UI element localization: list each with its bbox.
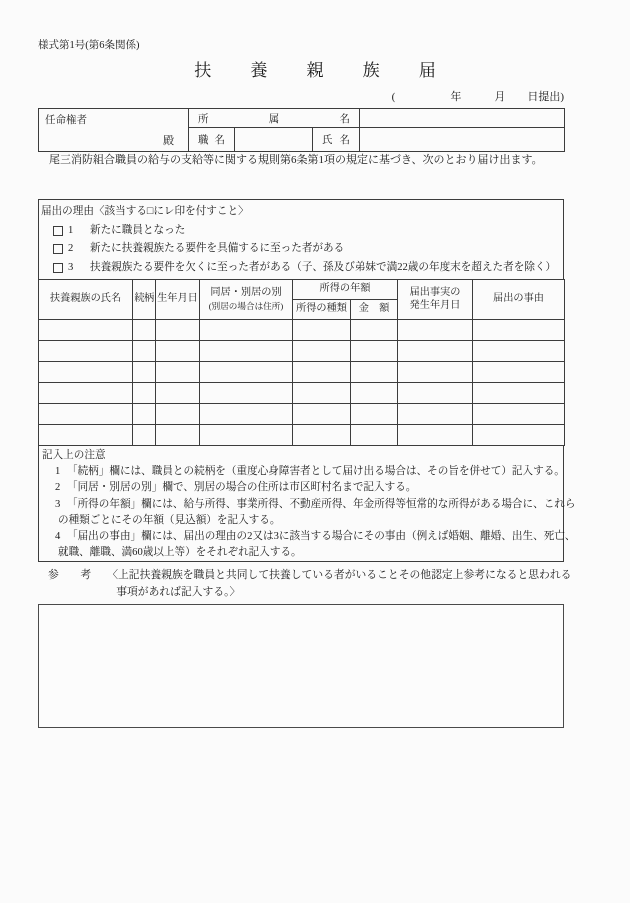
note-text: 就職、離職、満60歳以上等）をそれぞれ記入する。 (58, 547, 302, 559)
name-label-cell (313, 128, 360, 152)
affiliation-label-cell (189, 109, 360, 128)
position-value-cell[interactable] (235, 128, 313, 152)
dependent-cell[interactable] (133, 320, 156, 341)
dependent-cell[interactable] (293, 320, 351, 341)
dependent-cell[interactable] (200, 341, 293, 362)
affiliation-label-char: 所 (198, 113, 209, 125)
dependent-cell[interactable] (293, 425, 351, 446)
dependent-cell[interactable] (156, 383, 200, 404)
dependent-cell[interactable] (473, 362, 565, 383)
dependent-cell[interactable] (293, 383, 351, 404)
affiliation-value-cell[interactable] (360, 109, 565, 128)
dependent-cell[interactable] (133, 425, 156, 446)
reference-line-2: 事項があれば記入する。〉 (116, 585, 241, 598)
col-header-living-status (200, 280, 293, 320)
dependent-cell[interactable] (156, 320, 200, 341)
position-label-char: 職 (198, 135, 209, 146)
dependent-row-2 (39, 341, 565, 362)
dependent-cell[interactable] (133, 404, 156, 425)
dependent-cell[interactable] (293, 404, 351, 425)
dependent-cell[interactable] (398, 425, 473, 446)
authority-table (38, 108, 565, 152)
reason-2-label: 新たに扶養親族たる要件を具備するに至った者がある (90, 243, 345, 254)
dependent-cell[interactable] (398, 404, 473, 425)
reason-3-checkbox[interactable] (53, 263, 63, 273)
notes-section (38, 446, 576, 562)
dependent-cell[interactable] (293, 362, 351, 383)
dependent-cell[interactable] (473, 425, 565, 446)
dependent-cell[interactable] (39, 362, 133, 383)
dependent-cell[interactable] (200, 425, 293, 446)
col-header-relationship: 続柄 (133, 280, 156, 320)
note-line-4-continued (39, 545, 563, 561)
reason-item-1 (39, 222, 563, 241)
reason-item-3 (39, 259, 563, 278)
reason-3-number: 3 (68, 261, 74, 273)
affiliation-label-char: 属 (268, 113, 280, 125)
dependent-row-1 (39, 320, 565, 341)
col-header-notification-reason: 届出の事由 (473, 280, 565, 320)
note-text: 「届出の事由」欄には、届出の理由の2又は3に該当する場合にその事由（例えば婚姻、離婚、出生、死亡、 (67, 531, 576, 543)
dependent-cell[interactable] (39, 404, 133, 425)
notes-title: 記入上の注意 (42, 450, 106, 461)
note-text: 「続柄」欄には、職員との続柄を（重度心身障害者として届け出る場合は、その旨を併せて）記入する。 (67, 466, 565, 478)
affiliation-label-char: 名 (339, 113, 350, 125)
dependent-cell[interactable] (473, 320, 565, 341)
fact-date-line2: 発生年月日 (409, 299, 461, 311)
dependent-cell[interactable] (156, 425, 200, 446)
col-header-income-amount: 金 額 (351, 300, 398, 320)
note-line-3 (39, 497, 576, 513)
dependent-cell[interactable] (351, 425, 398, 446)
position-label-char: 名 (214, 135, 225, 146)
dependent-cell[interactable] (133, 341, 156, 362)
dependent-row-6 (39, 425, 565, 446)
note-number: 1 (55, 466, 61, 478)
dependent-cell[interactable] (473, 404, 565, 425)
dependent-cell[interactable] (39, 341, 133, 362)
reference-description (107, 567, 571, 600)
col-header-annual-income: 所得の年額 (293, 280, 398, 300)
reason-3-label: 扶養親族たる要件を欠くに至った者がある（子、孫及び弟妹で満22歳の年度末を超えた者を除く） (90, 261, 557, 273)
name-value-cell[interactable] (360, 128, 565, 152)
dependent-cell[interactable] (351, 383, 398, 404)
dependent-cell[interactable] (351, 320, 398, 341)
dependent-cell[interactable] (293, 341, 351, 362)
name-label-char: 名 (339, 135, 351, 146)
dependent-row-5 (39, 404, 565, 425)
dependent-cell[interactable] (133, 383, 156, 404)
dependent-cell[interactable] (473, 341, 565, 362)
statement-text: 尾三消防組合職員の給与の支給等に関する規則第6条第1項の規定に基づき、次のとおり届け出ます。 (49, 154, 543, 166)
living-status-label: 同居・別居の別 (210, 287, 282, 299)
dependent-cell[interactable] (156, 404, 200, 425)
note-line-4 (39, 529, 576, 545)
dependent-row-4 (39, 383, 565, 404)
reference-label: 参 考 (48, 569, 92, 581)
reason-1-checkbox[interactable] (53, 226, 63, 236)
note-text: の種類ごとにその年額（見込額）を記入する。 (58, 514, 281, 526)
notification-box (38, 199, 576, 562)
reason-section (38, 199, 564, 279)
reference-line-1: 〈上記扶養親族を職員と共同して扶養している者がいることその他認定上参考になると思われる (107, 569, 572, 581)
dependent-row-3 (39, 362, 565, 383)
dependent-cell[interactable] (39, 425, 133, 446)
reason-2-checkbox[interactable] (53, 244, 63, 254)
honorific-dono: 殿 (163, 135, 174, 147)
page-title: 扶養親族届 (194, 61, 475, 80)
appointing-authority-label: 任命権者 (45, 115, 87, 126)
name-label-char: 氏 (322, 135, 333, 146)
note-number: 3 (55, 498, 61, 510)
note-number: 2 (55, 482, 61, 494)
note-text: 「所得の年額」欄には、給与所得、事業所得、不動産所得、年金所得等恒常的な所得がある場合に、これら (67, 498, 576, 510)
dependent-cell[interactable] (200, 362, 293, 383)
reason-item-2 (39, 240, 563, 259)
appointing-authority-cell (39, 109, 189, 152)
dependent-cell[interactable] (351, 404, 398, 425)
reason-section-title: 届出の理由〈該当する□にレ印を付すこと〉 (41, 206, 249, 217)
note-text: 「同居・別居の別」欄で、別居の場合の住所は市区町村名まで記入する。 (67, 482, 417, 494)
col-header-income-type: 所得の種類 (293, 300, 351, 320)
col-header-fact-date (398, 280, 473, 320)
note-number: 4 (55, 531, 61, 543)
note-line-2 (39, 480, 563, 496)
dependent-cell[interactable] (39, 383, 133, 404)
dependent-cell[interactable] (351, 341, 398, 362)
note-line-3-continued (39, 513, 563, 529)
living-status-note: (別居の場合は住所) (208, 301, 284, 311)
dependent-cell[interactable] (133, 362, 156, 383)
dependent-cell[interactable] (398, 320, 473, 341)
remarks-input-area[interactable] (38, 604, 564, 728)
dependent-cell[interactable] (473, 383, 565, 404)
dependent-cell[interactable] (398, 341, 473, 362)
reference-section (38, 567, 571, 600)
dependent-cell[interactable] (351, 362, 398, 383)
dependent-cell[interactable] (200, 383, 293, 404)
reason-1-number: 1 (68, 224, 74, 236)
reason-1-label: 新たに職員となった (90, 224, 186, 236)
col-header-dependent-name: 扶養親族の氏名 (39, 280, 133, 320)
dependent-cell[interactable] (156, 362, 200, 383)
dependent-cell[interactable] (156, 341, 200, 362)
fact-date-line1: 届出事実の (409, 286, 461, 298)
note-line-1 (39, 464, 563, 480)
dependent-cell[interactable] (39, 320, 133, 341)
reason-2-number: 2 (68, 243, 74, 254)
dependent-cell[interactable] (200, 320, 293, 341)
dependent-cell[interactable] (398, 383, 473, 404)
submission-date-line: ( 年 月 日提出) (391, 91, 564, 103)
dependents-table (38, 279, 565, 446)
col-header-birthdate: 生年月日 (156, 280, 200, 320)
dependent-cell[interactable] (200, 404, 293, 425)
form-number: 様式第1号(第6条関係) (38, 40, 140, 51)
dependent-cell[interactable] (398, 362, 473, 383)
position-label-cell (189, 128, 235, 152)
